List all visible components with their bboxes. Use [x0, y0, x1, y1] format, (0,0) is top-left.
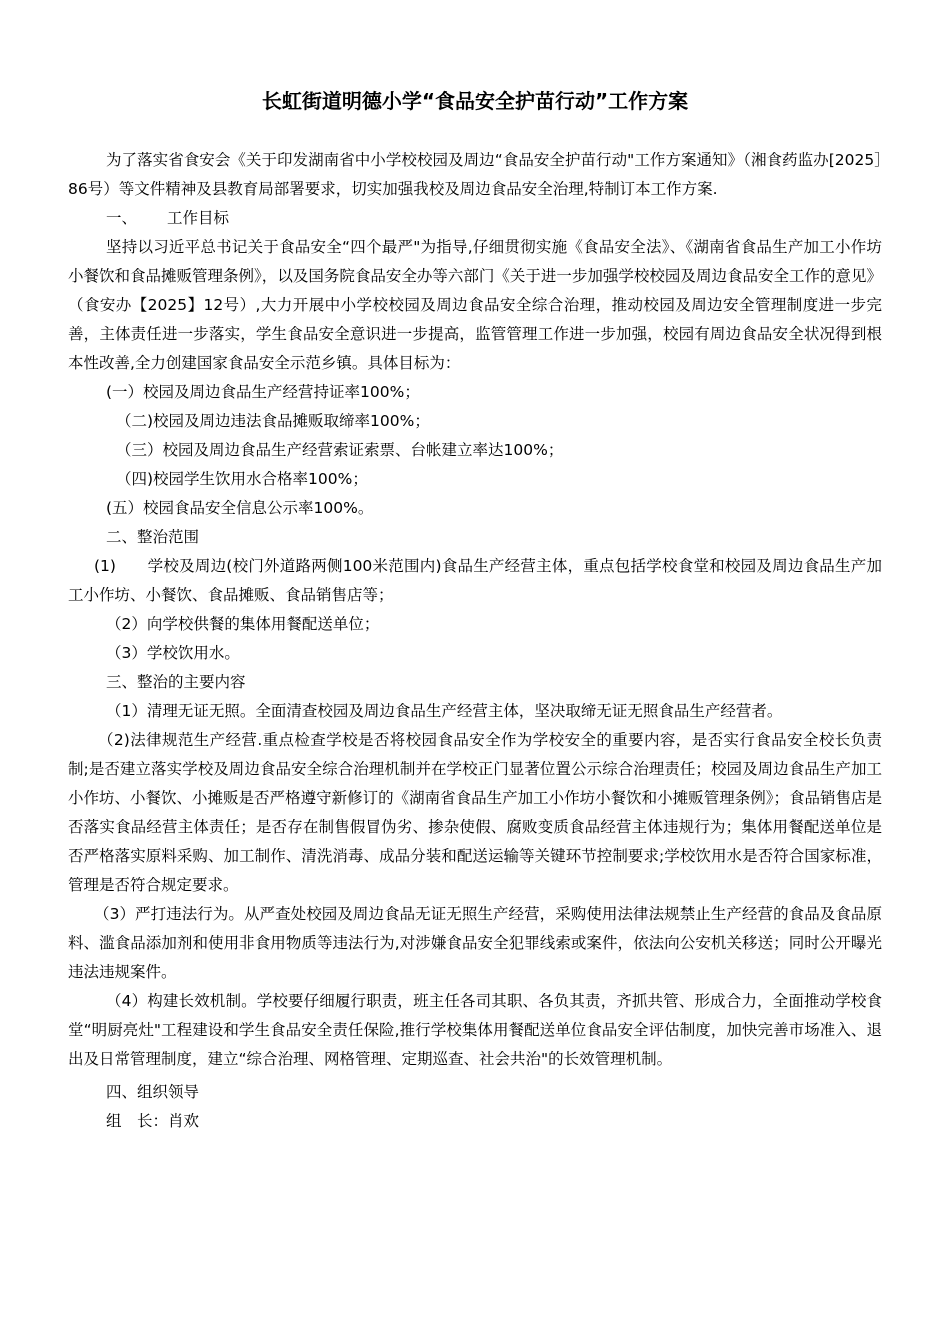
section-3-heading: 三、整治的主要内容 [106, 673, 246, 691]
goal-item: （三）校园及周边食品生产经营索证索票、台帐建立率达100%； [116, 441, 564, 459]
content-item: （2)法律规范生产经营.重点检查学校是否将校园食品安全作为学校安全的重要内容，是否实行食品安全校长负责制;是否建立落实学校及周边食品安全综合治理机制并在学校正门显著位置公示综合治理责任；校园及周边食品生产加工小作坊、小餐饮、小摊贩是否严格遵守新修订的《湖南省食品生产加工小作坊小餐饮和小摊贩管理条例》；食品销售店是否落实食品经营主体责任；是否存在制售假冒伪劣、掺杂使假、腐败变质食品经营主体违规行为；集体用餐配送单位是否严格落实原料采购、加工制作、清洗消毒、成品分装和配送运输等关键环节控制要求;学校饮用水是否符合国家标准，管理是否符合规定要求。 [68, 731, 882, 894]
section-1-title: 工作目标 [167, 209, 230, 227]
goal-item: (五）校园食品安全信息公示率100%。 [106, 499, 374, 517]
leader-name: 肖欢 [168, 1112, 200, 1130]
section-1-heading [68, 204, 882, 233]
document-body [68, 146, 882, 1136]
goal-item: （四)校园学生饮用水合格率100%； [116, 470, 368, 488]
scope-item: （3）学校饮用水。 [106, 644, 240, 662]
document-title: 长虹街道明德小学“食品安全护苗行动”工作方案 [261, 89, 689, 113]
goal-item: (一）校园及周边食品生产经营持证率100%； [106, 383, 420, 401]
scope-item: （2）向学校供餐的集体用餐配送单位； [106, 615, 380, 633]
section-4-heading: 四、组织领导 [106, 1083, 200, 1101]
leader-line [68, 1107, 882, 1136]
leader-label: 组 长： [106, 1112, 169, 1130]
content-item: （3）严打违法行为。从严查处校园及周边食品无证无照生产经营，采购使用法律法规禁止生产经营的食品及食品原料、滥食品添加剂和使用非食用物质等违法行为,对涉嫌食品安全犯罪线索或案件，依法向公安机关移送；同时公开曝光违法违规案件。 [68, 905, 882, 981]
scope-item: (1) 学校及周边(校门外道路两侧100米范围内)食品生产经营主体，重点包括学校食堂和校园及周边食品生产加工小作坊、小餐饮、食品摊贩、食品销售店等； [68, 557, 882, 604]
section-1-number: 一、 [106, 209, 138, 227]
goal-item: （二)校园及周边违法食品摊贩取缔率100%； [116, 412, 430, 430]
section-1-body: 坚持以习近平总书记关于食品安全“四个最严"为指导,仔细贯彻实施《食品安全法》、《湖南省食品生产加工小作坊小餐饮和食品摊贩管理条例》，以及国务院食品安全办等六部门《关于进一步加强学校校园及周边食品安全工作的意见》（食安办【2025】12号）,大力开展中小学校校园及周边食品安全综合治理，推动校园及周边安全管理制度进一步完善，主体责任进一步落实，学生食品安全意识进一步提高，监管管理工作进一步加强，校园有周边食品安全状况得到根本性改善,全力创建国家食品安全示范乡镇。具体目标为： [68, 238, 882, 372]
content-item: （4）构建长效机制。学校要仔细履行职责，班主任各司其职、各负其责，齐抓共管、形成合力，全面推动学校食堂“明厨亮灶"工程建设和学生食品安全责任保险,推行学校集体用餐配送单位食品安全评估制度，加快完善市场准入、退出及日常管理制度，建立“综合治理、网格管理、定期巡查、社会共治"的长效管理机制。 [68, 992, 882, 1068]
content-item: （1）清理无证无照。全面清查校园及周边食品生产经营主体，坚决取缔无证无照食品生产经营者。 [106, 702, 783, 720]
section-2-heading: 二、整治范围 [106, 528, 200, 546]
intro-paragraph: 为了落实省食安会《关于印发湖南省中小学校校园及周边“食品安全护苗行动"工作方案通知》（湘食药监办[2025］86号）等文件精神及县教育局部署要求，切实加强我校及周边食品安全治理,特制订本工作方案. [68, 151, 882, 198]
